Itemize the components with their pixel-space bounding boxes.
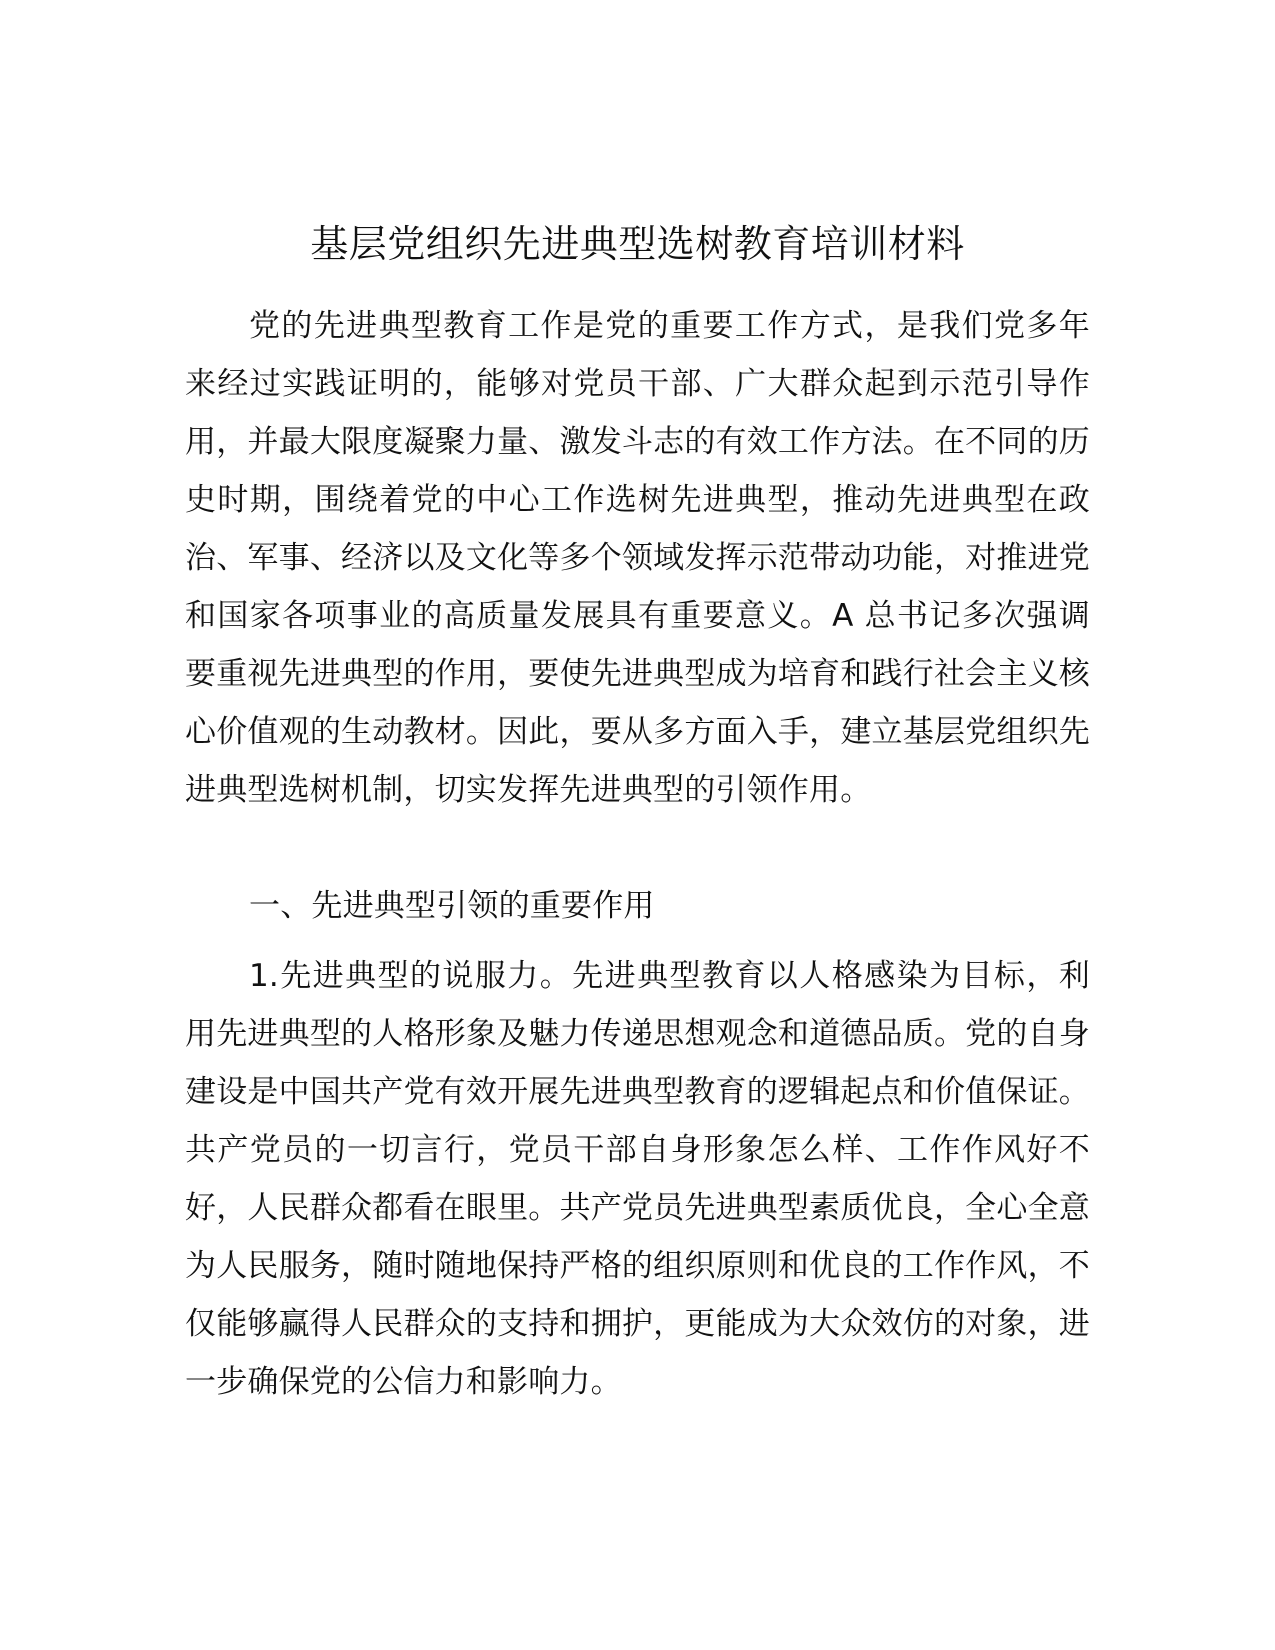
section-paragraph: 1.先进典型的说服力。先进典型教育以人格感染为目标，利用先进典型的人格形象及魅力传递思想观念和道德品质。党的自身建设是中国共产党有效开展先进典型教育的逻辑起点和价值保证。共产党员的一切言行，党员干部自身形象怎么样、工作作风好不好，人民群众都看在眼里。共产党员先进典型素质优良，全心全意为人民服务，随时随地保持严格的组织原则和优良的工作作风，不仅能够赢得人民群众的支持和拥护，更能成为大众效仿的对象，进一步确保党的公信力和影响力。 xyxy=(185,958,1090,1400)
section-heading: 一、先进典型引领的重要作用 xyxy=(249,888,655,924)
document-title: 基层党组织先进典型选树教育培训材料 xyxy=(310,222,965,266)
intro-paragraph: 党的先进典型教育工作是党的重要工作方式，是我们党多年来经过实践证明的，能够对党员干部、广大群众起到示范引导作用，并最大限度凝聚力量、激发斗志的有效工作方法。在不同的历史时期，围绕着党的中心工作选树先进典型，推动先进典型在政治、军事、经济以及文化等多个领域发挥示范带动功能，对推进党和国家各项事业的高质量发展具有重要意义。A 总书记多次强调要重视先进典型的作用，要使先进典型成为培育和践行社会主义核心价值观的生动教材。因此，要从多方面入手，建立基层党组织先进典型选树机制，切实发挥先进典型的引领作用。 xyxy=(185,308,1090,808)
